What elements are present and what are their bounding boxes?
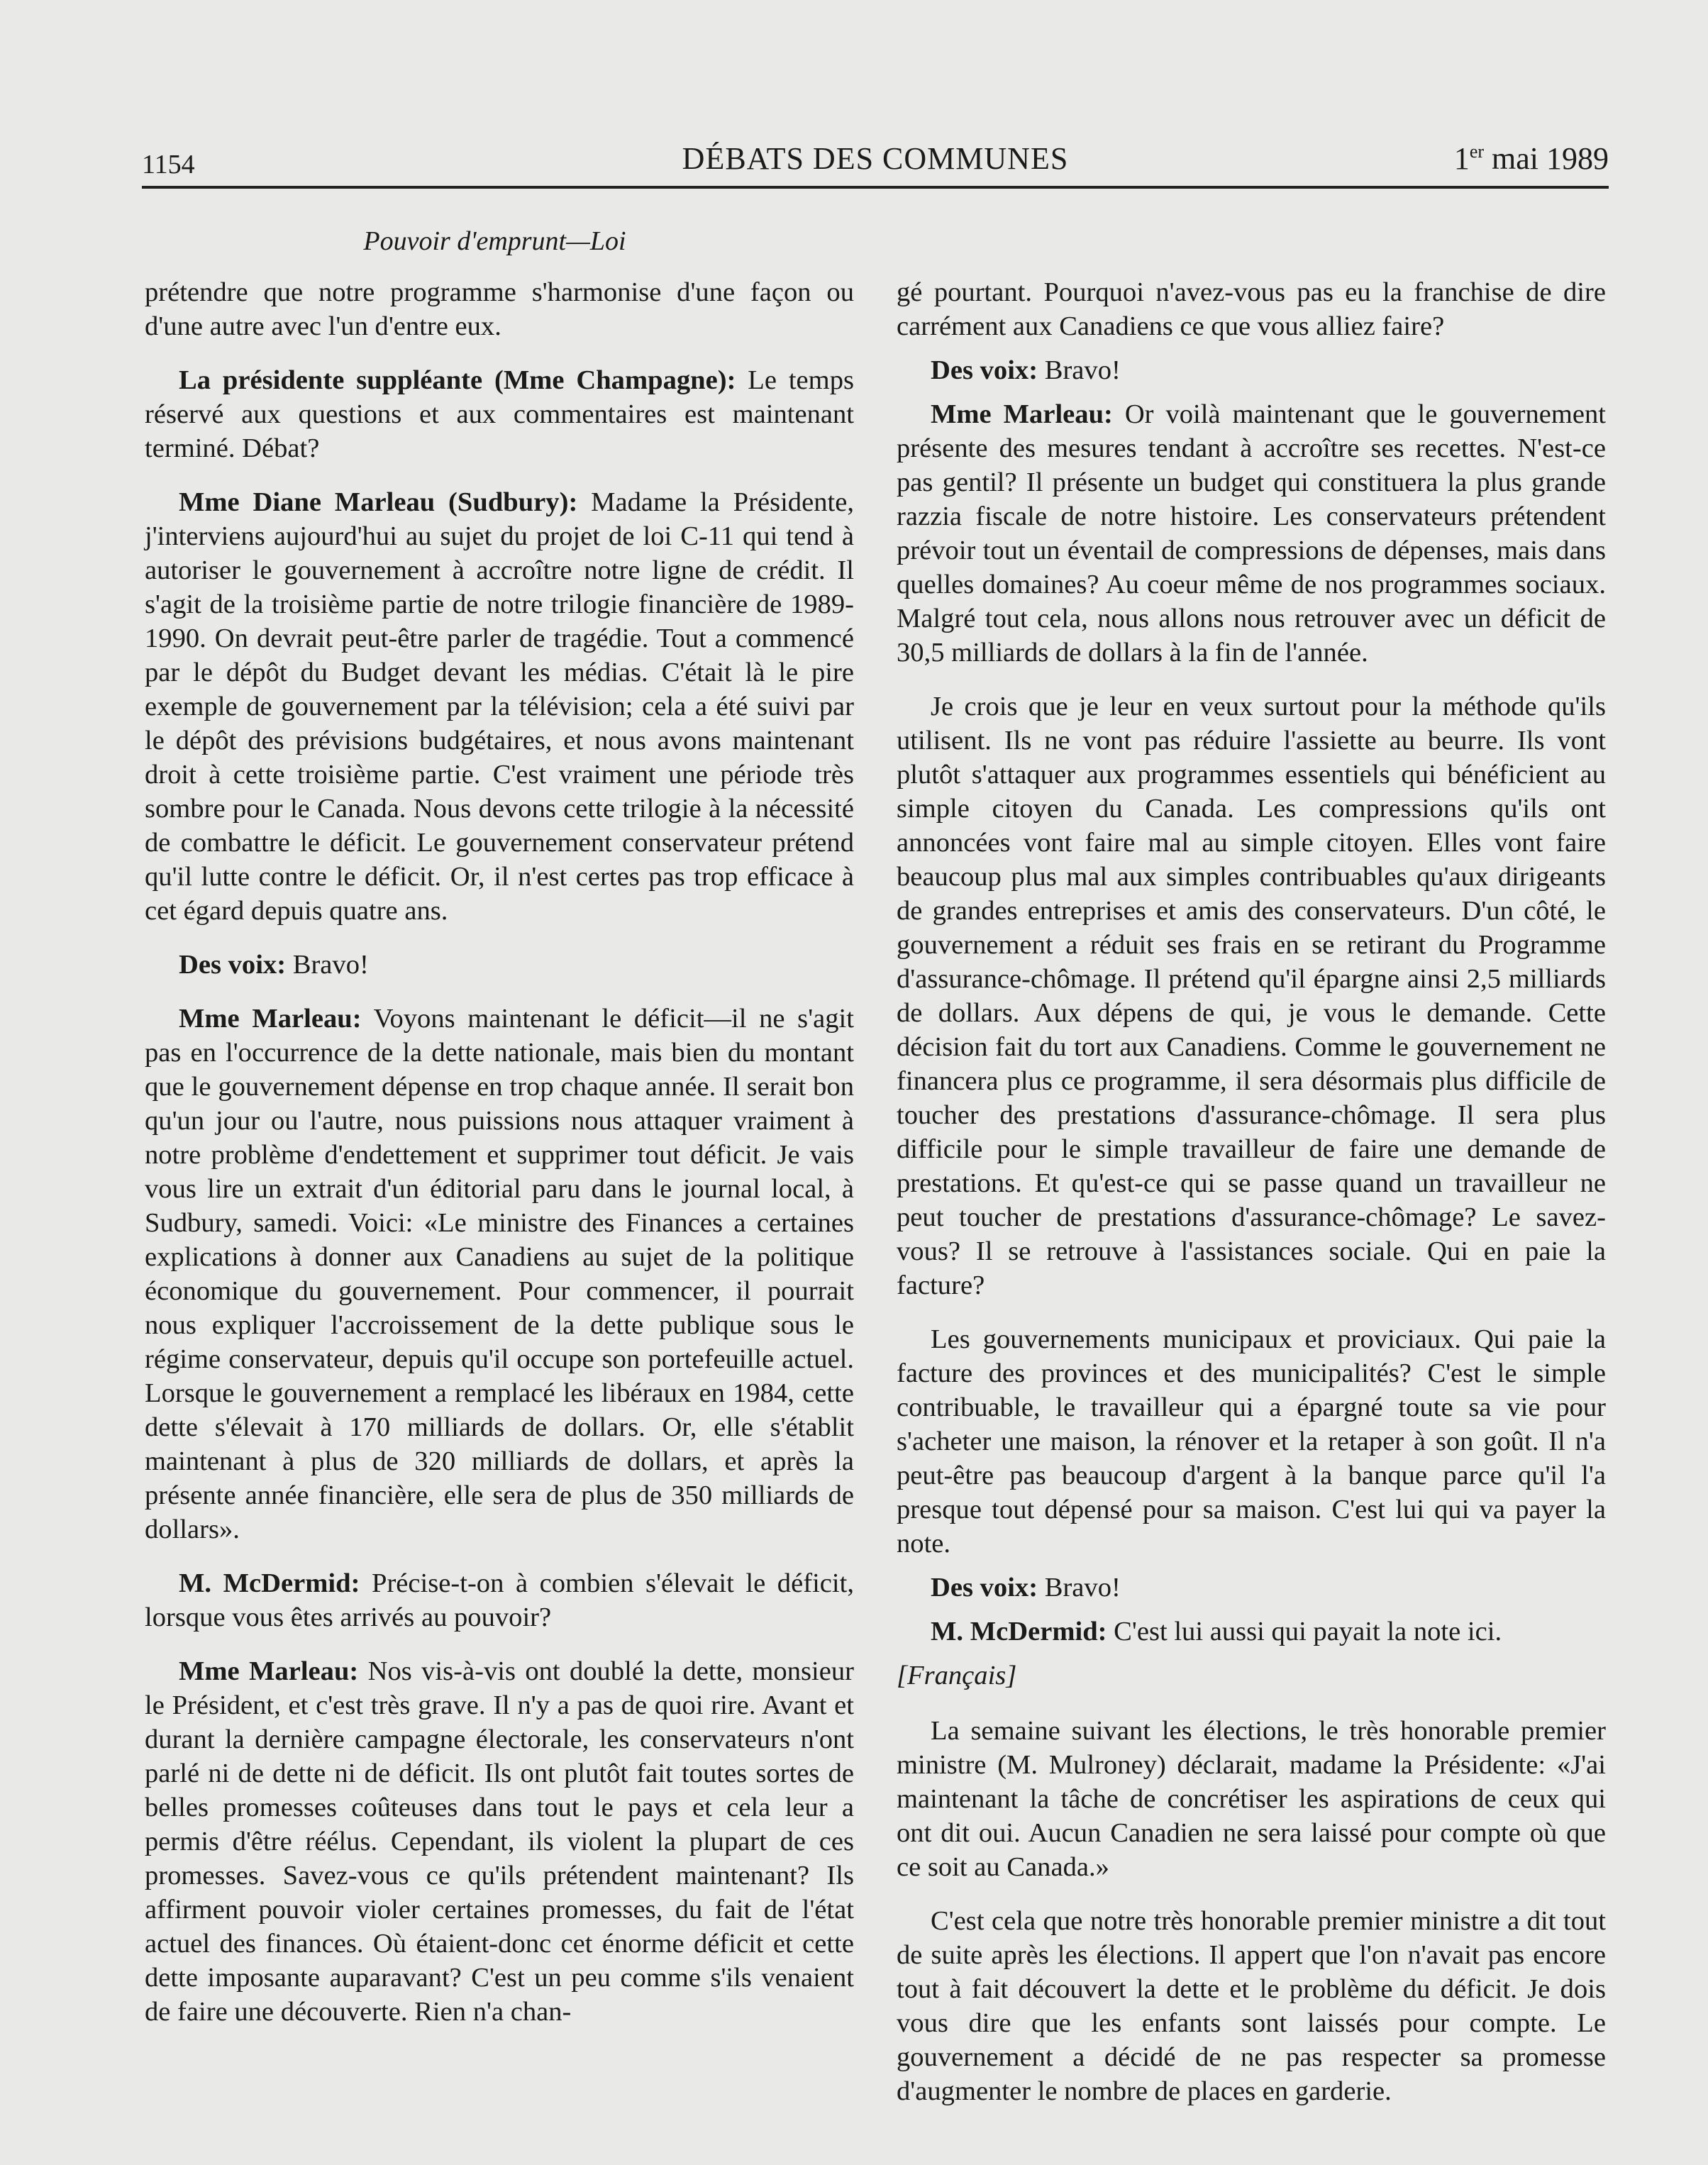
language-marker: [Français]: [897, 1661, 1017, 1690]
paragraph: [145, 1654, 854, 2029]
speaker-name: M. McDermid:: [931, 1617, 1107, 1646]
right-column: [897, 275, 1606, 2128]
paragraph: [897, 1615, 1606, 1649]
speaker-name: Des voix:: [931, 1573, 1038, 1602]
date-superscript: er: [1469, 141, 1485, 162]
paragraph: La semaine suivant les élections, le très honorable premier ministre (M. Mulroney) déclarait, madame la Présidente: «J'ai maintenant la tâche de concrétiser les aspirations de ceux qui ont dit oui. Aucun Canadien ne sera laissé pour compte où que ce soit au Canada.»: [897, 1716, 1606, 1882]
paragraph: [897, 397, 1606, 670]
page-header: [142, 140, 1609, 183]
paragraph: [145, 948, 854, 982]
speaker-name: M. McDermid:: [179, 1568, 360, 1598]
header-rule: [142, 186, 1609, 189]
speaker-name: La présidente suppléante (Mme Champagne):: [179, 365, 736, 395]
paragraph: prétendre que notre programme s'harmonise d'une façon ou d'une autre avec l'un d'entre eux.: [145, 277, 854, 341]
speech-text: Le temps réservé aux questions et aux commentaires est maintenant terminé. Débat?: [145, 365, 854, 463]
speech-text: C'est lui aussi qui payait la note ici.: [1107, 1617, 1502, 1646]
publication-title: DÉBATS DES COMMUNES: [682, 141, 1069, 176]
paragraph: [145, 1566, 854, 1634]
speech-text: Bravo!: [286, 950, 369, 980]
running-title: Pouvoir d'emprunt—Loi: [363, 226, 626, 256]
left-column: [145, 275, 854, 2049]
speech-text: Bravo!: [1038, 1573, 1121, 1602]
speech-text: Nos vis-à-vis ont doublé la dette, monsieur le Président, et c'est très grave. Il n'y a pas de quoi rire. Avant et durant la dernière campagne électorale, les conservateurs n'ont parlé ni de dette ni de déficit. Ils ont plutôt fait toutes sortes de belles promesses coûteuses dans tout le pays et cela leur a permis d'être réélus. Cependant, ils violent la plupart de ces promesses. Savez-vous ce qu'ils prétendent maintenant? Ils affirment pouvoir violer certaines promesses, du fait de l'état actuel des finances. Où étaient-donc cet énorme déficit et cette dette imposante auparavant? C'est un peu comme s'ils venaient de faire une découverte. Rien n'a chan-: [145, 1656, 855, 2027]
speaker-name: Mme Marleau:: [931, 399, 1113, 429]
speaker-name: Mme Diane Marleau (Sudbury):: [179, 487, 578, 517]
date-day: 1: [1453, 141, 1470, 176]
speech-text: Madame la Présidente, j'interviens aujourd'hui au sujet du projet de loi C-11 qui tend à autoriser le gouvernement à accroître notre ligne de crédit. Il s'agit de la troisième partie de notre trilogie financière de 1989-1990. On devrait peut-être parler de tragédie. Tout a commencé par le dépôt du Budget devant les médias. C'était là le pire exemple de gouvernement par la télévision; cela a été suivi par le dépôt des prévisions budgétaires, et nous avons maintenant droit à cette troisième partie. C'est vraiment une période très sombre pour le Canada. Nous devons cette trilogie à la nécessité de combattre le déficit. Le gouvernement conservateur prétend qu'il lutte contre le déficit. Or, il n'est certes pas trop efficace à cet égard depuis quatre ans.: [145, 487, 854, 926]
speaker-name: Mme Marleau:: [179, 1004, 362, 1034]
paragraph: [145, 363, 854, 465]
page-number: 1154: [142, 150, 195, 179]
speech-text: Bravo!: [1038, 355, 1121, 385]
paragraph: [897, 1571, 1606, 1605]
paragraph: [145, 1002, 854, 1546]
publication-date: [1454, 140, 1609, 177]
paragraph: [897, 353, 1606, 387]
speaker-name: Mme Marleau:: [179, 1656, 359, 1686]
speaker-name: Des voix:: [179, 950, 287, 980]
paragraph: [145, 485, 854, 928]
paragraph: C'est cela que notre très honorable premier ministre a dit tout de suite après les élections. Il appert que l'on n'avait pas encore tout à fait découvert la dette et le problème du déficit. Je dois vous dire que les enfants sont laissés pour compte. Le gouvernement a décidé de ne pas respecter sa promesse d'augmenter le nombre de places en garderie.: [897, 1906, 1606, 2106]
speech-text: Or voilà maintenant que le gouvernement présente des mesures tendant à accroître ses recettes. N'est-ce pas gentil? Il présente un budget qui constituera la plus grande razzia fiscale de notre histoire. Les conservateurs prétendent prévoir tout un éventail de compressions de dépenses, mais dans quelles domaines? Au coeur même de nos programmes sociaux. Malgré tout cela, nous allons nous retrouver avec un déficit de 30,5 milliards de dollars à la fin de l'année.: [897, 399, 1606, 668]
speech-text: Voyons maintenant le déficit—il ne s'agit pas en l'occurrence de la dette nationale, mais bien du montant que le gouvernement dépense en trop chaque année. Il serait bon qu'un jour ou l'autre, nous puissions nous attaquer vraiment à notre problème d'endettement et supprimer tout déficit. Je vais vous lire un extrait d'un éditorial paru dans le journal local, à Sudbury, samedi. Voici: «Le ministre des Finances a certaines explications à donner aux Canadiens au sujet de la politique économique du gouvernement. Pour commencer, il pourrait nous expliquer l'accroissement de la dette publique sous le régime conservateur, depuis qu'il occupe son portefeuille actuel. Lorsque le gouvernement a remplacé les libéraux en 1984, cette dette s'élevait à 170 milliards de dollars. Or, elle s'établit maintenant à plus de 320 milliards de dollars, et après la présente année financière, elle sera de plus de 350 milliards de dollars».: [145, 1004, 854, 1544]
speaker-name: Des voix:: [931, 355, 1038, 385]
paragraph: gé pourtant. Pourquoi n'avez-vous pas eu la franchise de dire carrément aux Canadiens ce que vous alliez faire?: [897, 277, 1606, 341]
date-rest: mai 1989: [1484, 141, 1609, 176]
paragraph: Je crois que je leur en veux surtout pour la méthode qu'ils utilisent. Ils ne vont pas réduire l'assiette au beurre. Ils vont plutôt s'attaquer aux programmes essentiels qui bénéficient au simple citoyen du Canada. Les compressions qu'ils ont annoncées vont faire mal au simple citoyen. Elles vont faire beaucoup plus mal aux simples contribuables qu'aux dirigeants de grandes entreprises et amis des conservateurs. D'un côté, le gouvernement a réduit ses frais en se retirant du Programme d'assurance-chômage. Il prétend qu'il épargne ainsi 2,5 milliards de dollars. Aux dépens de qui, je vous le demande. Cette décision fait du tort aux Canadiens. Comme le gouvernement ne financera plus ce programme, il sera désormais plus difficile de toucher des prestations d'assurance-chômage. Il sera plus difficile pour le simple travailleur de faire une demande de prestations. Et qu'est-ce qui se passe quand un travailleur ne peut toucher de prestations d'assurance-chômage? Le savez-vous? Il se retrouve à l'assistances sociale. Qui en paie la facture?: [897, 692, 1606, 1300]
speech-text: Précise-t-on à combien s'élevait le déficit, lorsque vous êtes arrivés au pouvoir?: [145, 1568, 854, 1632]
paragraph: Les gouvernements municipaux et proviciaux. Qui paie la facture des provinces et des municipalités? C'est le simple contribuable, le travailleur qui a épargné toute sa vie pour s'acheter une maison, la rénover et la retaper à son goût. Il n'a peut-être pas beaucoup d'argent à la banque parce qu'il l'a presque tout dépensé pour sa maison. C'est lui qui va payer la note.: [897, 1324, 1606, 1558]
